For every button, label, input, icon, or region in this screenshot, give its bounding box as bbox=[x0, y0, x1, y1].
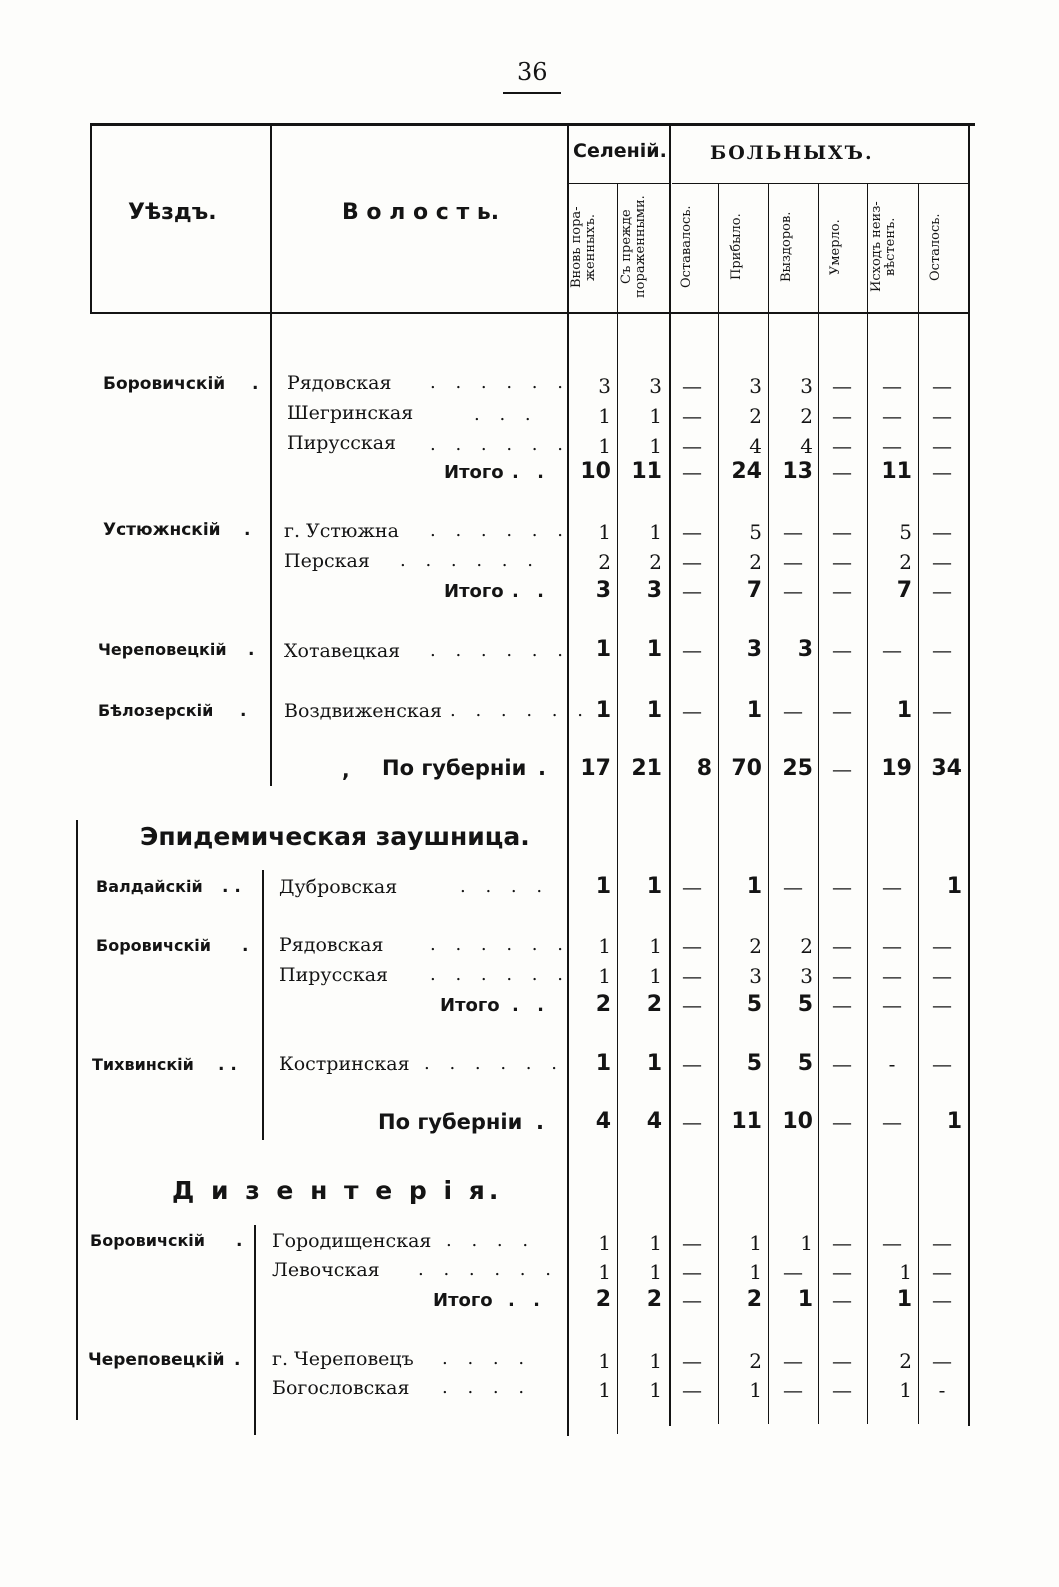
volost-khotavetskaya: Хотавецкая bbox=[284, 640, 401, 662]
table-cell: 1 bbox=[649, 404, 662, 428]
itogo-dots: . . bbox=[508, 1290, 546, 1311]
table-cell: 10 bbox=[782, 1109, 813, 1134]
table-cell: — bbox=[832, 757, 852, 781]
uezd-dot: . bbox=[248, 640, 255, 660]
volost-shegrinskaya: Шегринская bbox=[287, 402, 414, 424]
table-cell: — bbox=[783, 579, 803, 603]
table-cell: 1 bbox=[649, 964, 662, 988]
uezd-dot: . bbox=[240, 701, 247, 721]
table-cell: — bbox=[832, 1231, 852, 1255]
volost-ryadovskaya-1: Рядовская bbox=[287, 372, 392, 394]
col-divider-5 bbox=[818, 184, 819, 1424]
table-cell: 2 bbox=[646, 992, 662, 1017]
table-cell: 1 bbox=[899, 1260, 912, 1284]
table-cell: — bbox=[932, 374, 952, 398]
table-cell: — bbox=[882, 993, 902, 1017]
table-cell: — bbox=[832, 550, 852, 574]
table-cell: — bbox=[832, 1378, 852, 1402]
table-cell: — bbox=[682, 699, 702, 723]
table-cell: 4 bbox=[749, 434, 762, 458]
page-number: 36 bbox=[517, 58, 548, 86]
volost-kostrinskaya: Костринская bbox=[279, 1053, 410, 1075]
table-cell: 3 bbox=[746, 637, 762, 662]
table-cell: — bbox=[682, 404, 702, 428]
table-cell: — bbox=[882, 434, 902, 458]
dot-leader: . . . . . . bbox=[424, 1053, 564, 1074]
table-cell: 5 bbox=[746, 992, 762, 1017]
table-cell: 4 bbox=[800, 434, 813, 458]
table-cell: — bbox=[832, 1260, 852, 1284]
table-cell: — bbox=[832, 374, 852, 398]
table-cell: — bbox=[682, 638, 702, 662]
dot-leader: . . . . bbox=[442, 1348, 532, 1369]
page-number-underline bbox=[503, 92, 561, 94]
uezd-tikhvin: Тихвинскій bbox=[92, 1055, 194, 1074]
dot-leader: . . . . . . bbox=[430, 640, 570, 661]
itogo-label: Итого bbox=[444, 462, 504, 483]
left-border-lower bbox=[76, 820, 78, 1420]
volost-perskaya: Перская bbox=[284, 550, 370, 572]
table-cell: 3 bbox=[749, 964, 762, 988]
table-cell: 1 bbox=[649, 434, 662, 458]
total-comma: , bbox=[342, 758, 350, 782]
dot-leader: . . . . . . bbox=[450, 700, 590, 721]
table-cell: - bbox=[888, 1052, 896, 1076]
table-cell: — bbox=[832, 1349, 852, 1373]
table-cell: — bbox=[832, 964, 852, 988]
table-cell: — bbox=[932, 520, 952, 544]
table-cell: 2 bbox=[800, 934, 813, 958]
table-cell: — bbox=[682, 1052, 702, 1076]
volost-levochskaya: Левочская bbox=[272, 1259, 380, 1281]
table-cell: 5 bbox=[797, 992, 813, 1017]
uezd-dot: . bbox=[242, 936, 249, 956]
uezd-dot: . bbox=[236, 1231, 243, 1251]
table-cell: 2 bbox=[899, 550, 912, 574]
table-cell: — bbox=[932, 1260, 952, 1284]
table-cell: 11 bbox=[631, 459, 662, 484]
table-cell: 2 bbox=[595, 1287, 611, 1312]
itogo-dots: . . bbox=[512, 581, 550, 602]
table-cell: 1 bbox=[646, 1051, 662, 1076]
table-cell: 1 bbox=[595, 1051, 611, 1076]
total-dot: . bbox=[538, 756, 546, 780]
uezd-volost-divider-2 bbox=[262, 870, 264, 1140]
right-border bbox=[968, 126, 970, 1426]
table-cell: — bbox=[932, 1231, 952, 1255]
table-cell: — bbox=[682, 434, 702, 458]
table-cell: 1 bbox=[800, 1231, 813, 1255]
table-cell: 1 bbox=[649, 1378, 662, 1402]
table-cell: 1 bbox=[896, 1287, 912, 1312]
table-cell: — bbox=[932, 434, 952, 458]
dot-leader: . . . bbox=[474, 404, 538, 425]
header-seleniy: Селеній. bbox=[573, 140, 667, 162]
table-cell: 3 bbox=[649, 374, 662, 398]
table-cell: 1 bbox=[649, 1349, 662, 1373]
table-cell: 2 bbox=[899, 1349, 912, 1373]
table-cell: 1 bbox=[946, 1109, 962, 1134]
table-cell: 1 bbox=[946, 874, 962, 899]
itogo-label: Итого bbox=[433, 1290, 493, 1311]
table-cell: — bbox=[932, 993, 952, 1017]
table-cell: — bbox=[832, 520, 852, 544]
itogo-dots: . . bbox=[512, 462, 550, 483]
table-cell: 1 bbox=[598, 934, 611, 958]
left-border bbox=[90, 123, 92, 313]
table-cell: — bbox=[682, 934, 702, 958]
table-cell: — bbox=[682, 579, 702, 603]
table-cell: 1 bbox=[749, 1231, 762, 1255]
table-cell: 2 bbox=[598, 550, 611, 574]
table-cell: — bbox=[832, 1288, 852, 1312]
table-cell: — bbox=[783, 550, 803, 574]
table-cell: 8 bbox=[696, 756, 712, 781]
table-cell: — bbox=[882, 875, 902, 899]
volost-gorodishchenskaya: Городищенская bbox=[272, 1230, 432, 1252]
uezd-cherepovets-2: Череповецкій bbox=[88, 1350, 225, 1370]
itogo-label: Итого bbox=[440, 995, 500, 1016]
table-cell: 2 bbox=[746, 1287, 762, 1312]
table-cell: — bbox=[682, 550, 702, 574]
uezd-borovichi-3: Боровичскій bbox=[90, 1231, 205, 1250]
table-cell: — bbox=[882, 934, 902, 958]
table-cell: 2 bbox=[749, 1349, 762, 1373]
itogo-label: Итого bbox=[444, 581, 504, 602]
table-cell: — bbox=[832, 1110, 852, 1134]
uezd-borovichi-2: Боровичскій bbox=[96, 936, 211, 955]
table-cell: — bbox=[832, 579, 852, 603]
header-volost: В о л о с т ь. bbox=[342, 200, 500, 225]
header-bolnykh: БОЛЬНЫХЪ. bbox=[710, 142, 874, 164]
table-cell: — bbox=[932, 964, 952, 988]
table-cell: — bbox=[932, 579, 952, 603]
uezd-belozersk: Бѣлозерскій bbox=[98, 701, 214, 720]
table-cell: 1 bbox=[649, 1260, 662, 1284]
table-cell: — bbox=[783, 699, 803, 723]
header-uezd: Уѣздъ. bbox=[128, 200, 217, 225]
table-cell: — bbox=[682, 1231, 702, 1255]
table-cell: 2 bbox=[749, 550, 762, 574]
table-cell: 24 bbox=[731, 459, 762, 484]
table-cell: 1 bbox=[646, 874, 662, 899]
total-label-2: По губерніи bbox=[378, 1110, 523, 1134]
table-cell: 1 bbox=[896, 698, 912, 723]
table-cell: — bbox=[682, 993, 702, 1017]
table-cell: 1 bbox=[746, 874, 762, 899]
table-cell: 1 bbox=[649, 520, 662, 544]
table-cell: — bbox=[832, 460, 852, 484]
table-cell: — bbox=[832, 638, 852, 662]
dot-leader: . . . . . . bbox=[430, 520, 570, 541]
section-title-mumps: Эпидемическая заушница. bbox=[140, 822, 530, 851]
dot-leader: . . . . bbox=[460, 876, 550, 897]
table-cell: 5 bbox=[899, 520, 912, 544]
volost-ryadovskaya-2: Рядовская bbox=[279, 934, 384, 956]
table-cell: — bbox=[832, 699, 852, 723]
uezd-valday: Валдайскій bbox=[96, 877, 203, 896]
table-cell: 19 bbox=[881, 756, 912, 781]
table-cell: 10 bbox=[580, 459, 611, 484]
table-cell: — bbox=[832, 404, 852, 428]
dot-leader: . . . . . . bbox=[430, 372, 570, 393]
table-cell: — bbox=[783, 1260, 803, 1284]
table-cell: — bbox=[932, 1052, 952, 1076]
table-cell: 1 bbox=[649, 1231, 662, 1255]
table-cell: - bbox=[938, 1378, 946, 1402]
col-header-8: Осталось. bbox=[928, 213, 943, 281]
table-cell: — bbox=[882, 1110, 902, 1134]
table-cell: 1 bbox=[749, 1378, 762, 1402]
table-top-rule bbox=[90, 123, 975, 126]
col-header-6: Умерло. bbox=[828, 219, 843, 275]
table-cell: 21 bbox=[631, 756, 662, 781]
table-cell: — bbox=[783, 875, 803, 899]
table-cell: 1 bbox=[595, 637, 611, 662]
uezd-dots: . . bbox=[218, 1055, 237, 1075]
col-header-4: Прибыло. bbox=[729, 213, 744, 281]
section-title-dysentery: Д и з е н т е р і я. bbox=[172, 1176, 503, 1205]
table-cell: — bbox=[932, 1349, 952, 1373]
table-cell: 13 bbox=[782, 459, 813, 484]
table-cell: — bbox=[932, 404, 952, 428]
table-cell: 1 bbox=[595, 698, 611, 723]
dot-leader: . . . . bbox=[442, 1377, 532, 1398]
table-cell: 1 bbox=[598, 404, 611, 428]
uezd-dot: . bbox=[234, 1350, 241, 1370]
table-cell: — bbox=[832, 875, 852, 899]
table-cell: — bbox=[682, 1349, 702, 1373]
table-cell: 1 bbox=[797, 1287, 813, 1312]
table-cell: 1 bbox=[649, 934, 662, 958]
uezd-volost-divider bbox=[270, 126, 272, 786]
table-cell: — bbox=[682, 875, 702, 899]
table-cell: — bbox=[882, 638, 902, 662]
table-cell: 3 bbox=[595, 578, 611, 603]
table-cell: 5 bbox=[746, 1051, 762, 1076]
table-cell: — bbox=[832, 934, 852, 958]
table-cell: 1 bbox=[749, 1260, 762, 1284]
table-cell: 11 bbox=[881, 459, 912, 484]
table-cell: — bbox=[682, 964, 702, 988]
col-header-7: Исходъ неиз-вѣстенъ. bbox=[869, 201, 898, 293]
table-cell: — bbox=[882, 374, 902, 398]
table-cell: 2 bbox=[595, 992, 611, 1017]
table-cell: 1 bbox=[598, 1231, 611, 1255]
table-cell: — bbox=[932, 460, 952, 484]
table-cell: — bbox=[882, 1231, 902, 1255]
table-cell: — bbox=[682, 520, 702, 544]
table-cell: 2 bbox=[749, 404, 762, 428]
table-cell: 1 bbox=[899, 1378, 912, 1402]
table-cell: — bbox=[932, 1288, 952, 1312]
table-cell: — bbox=[682, 1260, 702, 1284]
col-divider-7 bbox=[918, 184, 919, 1424]
table-cell: — bbox=[882, 404, 902, 428]
table-cell: — bbox=[832, 993, 852, 1017]
table-cell: 70 bbox=[731, 756, 762, 781]
table-cell: — bbox=[932, 934, 952, 958]
table-cell: 3 bbox=[646, 578, 662, 603]
table-cell: 1 bbox=[646, 637, 662, 662]
table-cell: 3 bbox=[797, 637, 813, 662]
table-cell: 1 bbox=[598, 1260, 611, 1284]
uezd-borovichi-1: Боровичскій bbox=[103, 374, 226, 394]
table-cell: — bbox=[932, 550, 952, 574]
table-cell: 3 bbox=[800, 964, 813, 988]
volost-dubrovskaya: Дубровская bbox=[279, 876, 398, 898]
table-cell: 4 bbox=[595, 1109, 611, 1134]
table-cell: 3 bbox=[598, 374, 611, 398]
uezd-ustyuzhna: Устюжнскій bbox=[103, 520, 221, 540]
table-cell: 1 bbox=[598, 520, 611, 544]
table-cell: 25 bbox=[782, 756, 813, 781]
uezd-volost-divider-3 bbox=[254, 1225, 256, 1435]
dot-leader: . . . . . . bbox=[430, 934, 570, 955]
table-cell: 5 bbox=[797, 1051, 813, 1076]
table-cell: 2 bbox=[649, 550, 662, 574]
volost-g-ustyuzhna: г. Устюжна bbox=[284, 520, 399, 542]
col-header-1: Вновь пора-женныхъ. bbox=[569, 206, 598, 288]
bolnykh-underline bbox=[672, 183, 970, 184]
table-cell: 1 bbox=[598, 964, 611, 988]
table-cell: 11 bbox=[731, 1109, 762, 1134]
table-cell: 34 bbox=[931, 756, 962, 781]
col-header-2: Съ прежде пораженными. bbox=[619, 195, 648, 299]
table-cell: — bbox=[783, 1378, 803, 1402]
table-cell: 1 bbox=[595, 874, 611, 899]
volost-bogoslovskaya: Богословская bbox=[272, 1377, 410, 1399]
dot-leader: . . . . bbox=[446, 1230, 536, 1251]
table-cell: 3 bbox=[800, 374, 813, 398]
header-bottom-rule bbox=[90, 312, 970, 314]
itogo-dots: . . bbox=[512, 995, 550, 1016]
table-cell: 1 bbox=[598, 1349, 611, 1373]
dot-leader: . . . . . . bbox=[400, 550, 540, 571]
table-cell: 1 bbox=[646, 698, 662, 723]
dot-leader: . . . . . . bbox=[430, 434, 570, 455]
table-cell: 4 bbox=[646, 1109, 662, 1134]
dot-leader: . . . . . . bbox=[418, 1259, 558, 1280]
table-cell: — bbox=[932, 638, 952, 662]
table-cell: 1 bbox=[598, 1378, 611, 1402]
table-cell: — bbox=[783, 1349, 803, 1373]
table-cell: 2 bbox=[646, 1287, 662, 1312]
table-cell: 2 bbox=[800, 404, 813, 428]
table-cell: 7 bbox=[746, 578, 762, 603]
table-cell: 17 bbox=[580, 756, 611, 781]
table-cell: — bbox=[682, 460, 702, 484]
table-cell: — bbox=[783, 520, 803, 544]
table-cell: 3 bbox=[749, 374, 762, 398]
total-label-1: По губерніи bbox=[382, 756, 527, 780]
col-header-5: Выздоров. bbox=[779, 211, 794, 283]
col-divider-6 bbox=[867, 184, 868, 1424]
table-cell: — bbox=[682, 1378, 702, 1402]
table-cell: — bbox=[932, 699, 952, 723]
table-cell: 2 bbox=[749, 934, 762, 958]
total-dot: . bbox=[536, 1110, 544, 1134]
uezd-cherepovets-1: Череповецкій bbox=[98, 640, 227, 659]
uezd-dot: . bbox=[244, 520, 251, 540]
volost-pirusskaya-1: Пирусская bbox=[287, 432, 397, 454]
table-cell: 5 bbox=[749, 520, 762, 544]
volost-g-cherepovets: г. Череповецъ bbox=[272, 1348, 414, 1370]
uezd-dot: . bbox=[252, 374, 259, 394]
seleniy-underline bbox=[567, 183, 670, 184]
table-cell: — bbox=[682, 1288, 702, 1312]
table-cell: — bbox=[682, 1110, 702, 1134]
table-cell: 1 bbox=[746, 698, 762, 723]
col-header-3: Оставалось. bbox=[679, 205, 694, 289]
table-cell: 1 bbox=[598, 434, 611, 458]
table-cell: — bbox=[882, 964, 902, 988]
table-cell: — bbox=[682, 374, 702, 398]
volost-pirusskaya-2: Пирусская bbox=[279, 964, 389, 986]
volost-vozdvizhenskaya: Воздвиженская bbox=[284, 700, 443, 722]
dot-leader: . . . . . . bbox=[430, 964, 570, 985]
table-cell: 7 bbox=[896, 578, 912, 603]
uezd-dots: . . bbox=[222, 877, 241, 897]
table-cell: — bbox=[832, 434, 852, 458]
table-cell: — bbox=[832, 1052, 852, 1076]
